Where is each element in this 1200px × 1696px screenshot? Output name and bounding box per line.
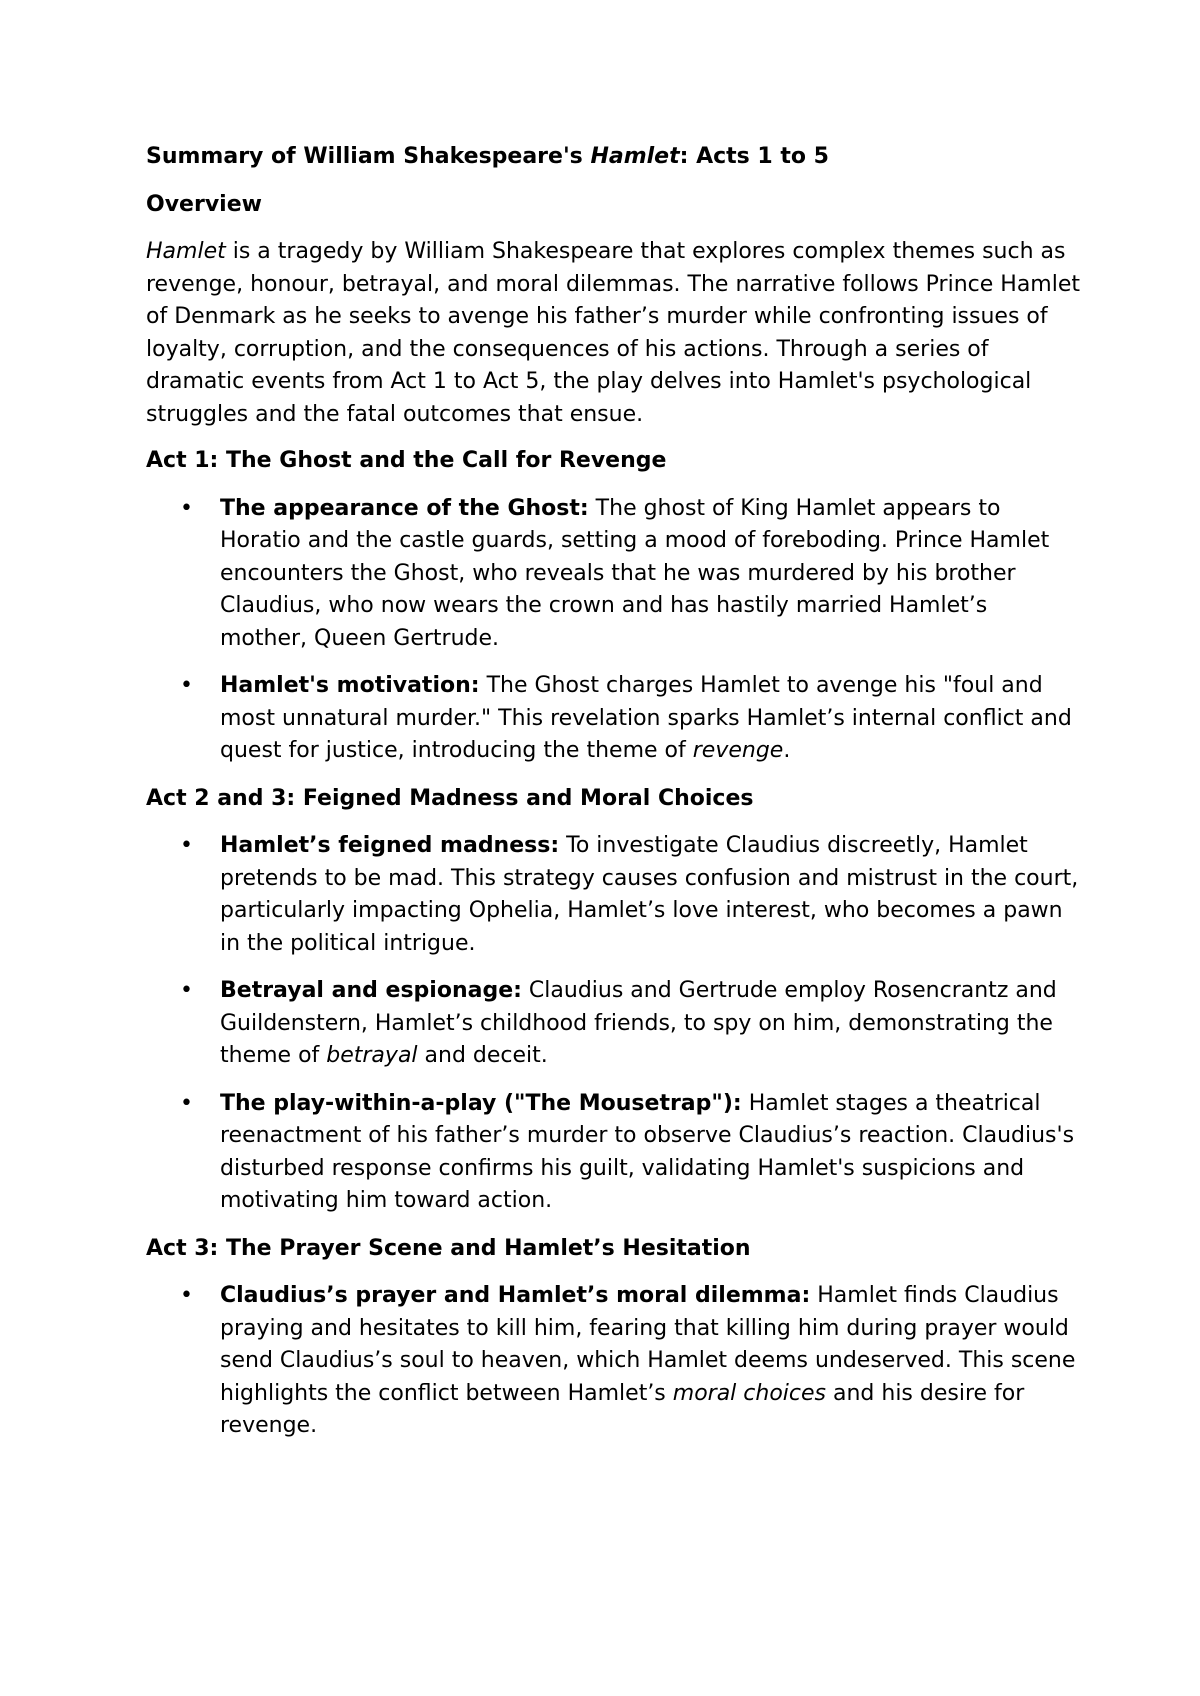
- list-item: [146, 830, 1080, 960]
- list-item: [146, 975, 1080, 1073]
- act3-heading: Act 3: The Prayer Scene and Hamlet’s Hesitation: [146, 1235, 751, 1261]
- item-text: Hamlet stages a theatrical reenactment of his father’s murder to observe Claudius’s reaction. Claudius's disturbed response confirms his guilt, validating Hamlet's suspicions and motivating him toward action.: [220, 1090, 1075, 1213]
- item-tail: and his desire for revenge.: [220, 1380, 1025, 1438]
- item-italic: revenge: [692, 738, 784, 763]
- overview-italic-lead: Hamlet: [146, 239, 226, 264]
- list-item: [146, 1280, 1080, 1443]
- bullet-glyph: •: [180, 673, 193, 698]
- item-text: Hamlet finds Claudius praying and hesitates to kill him, fearing that killing him during prayer would send Claudius’s soul to heaven, which Hamlet deems undeserved. This scene highlights the conflict between Hamlet’s: [220, 1283, 1076, 1406]
- item-text: Claudius and Gertrude employ Rosencrantz and Guildenstern, Hamlet’s childhood friends, to spy on him, demonstrating the theme of: [220, 978, 1057, 1068]
- list-item: [146, 1088, 1080, 1218]
- item-tail: and deceit.: [417, 1043, 548, 1068]
- act1-list: [146, 493, 1080, 768]
- bullet-glyph: •: [180, 1090, 193, 1116]
- bullet-glyph: •: [180, 833, 193, 858]
- bullet-glyph: •: [180, 1283, 193, 1308]
- overview-text: is a tragedy by William Shakespeare that explores complex themes such as revenge, honour, betrayal, and moral dilemmas. The narrative follows Prince Hamlet of Denmark as he seeks to avenge his father’s murder while confronting issues of loyalty, corruption, and the consequences of his actions. Through a series of dramatic events from Act 1 to Act 5, the play delves into Hamlet's psychological struggles and the fatal outcomes that ensue.: [146, 239, 1081, 427]
- overview-paragraph: [146, 236, 1080, 431]
- item-tail: .: [783, 738, 791, 763]
- item-bold-lead: Claudius’s prayer and Hamlet’s moral dilemma:: [220, 1283, 811, 1308]
- act2-list: [146, 830, 1080, 1218]
- item-bold-lead: The appearance of the Ghost:: [220, 495, 589, 521]
- list-item: [146, 670, 1080, 768]
- title-prefix: Summary of William Shakespeare's: [146, 144, 591, 169]
- item-italic: moral choices: [672, 1380, 826, 1406]
- title-italic: Hamlet: [590, 144, 680, 169]
- title-suffix: : Acts 1 to 5: [679, 144, 829, 169]
- act3-list: [146, 1280, 1080, 1443]
- bullet-glyph: •: [180, 495, 193, 521]
- overview-heading: Overview: [146, 191, 262, 217]
- item-italic: betrayal: [326, 1043, 418, 1068]
- document-title: [146, 141, 1080, 174]
- item-bold-lead: Hamlet’s feigned madness:: [220, 833, 560, 858]
- act2-heading: Act 2 and 3: Feigned Madness and Moral Choices: [146, 785, 754, 811]
- item-text: The ghost of King Hamlet appears to Horatio and the castle guards, setting a mood of foreboding. Prince Hamlet encounters the Ghost, who reveals that he was murdered by his brother Claudius, who now wears the crown and has hastily married Hamlet’s mother, Queen Gertrude.: [220, 495, 1050, 651]
- bullet-glyph: •: [180, 978, 193, 1003]
- item-bold-lead: The play-within-a-play ("The Mousetrap"):: [220, 1090, 742, 1116]
- item-text: To investigate Claudius discreetly, Hamlet pretends to be mad. This strategy causes confusion and mistrust in the court, particularly impacting Ophelia, Hamlet’s love interest, who becomes a pawn in the political intrigue.: [220, 833, 1079, 956]
- item-text: The Ghost charges Hamlet to avenge his "foul and most unnatural murder." This revelation sparks Hamlet’s internal conflict and quest for justice, introducing the theme of: [220, 673, 1072, 763]
- act1-heading: Act 1: The Ghost and the Call for Revenge: [146, 448, 667, 473]
- item-bold-lead: Betrayal and espionage:: [220, 978, 522, 1003]
- list-item: [146, 493, 1080, 656]
- item-bold-lead: Hamlet's motivation:: [220, 673, 480, 698]
